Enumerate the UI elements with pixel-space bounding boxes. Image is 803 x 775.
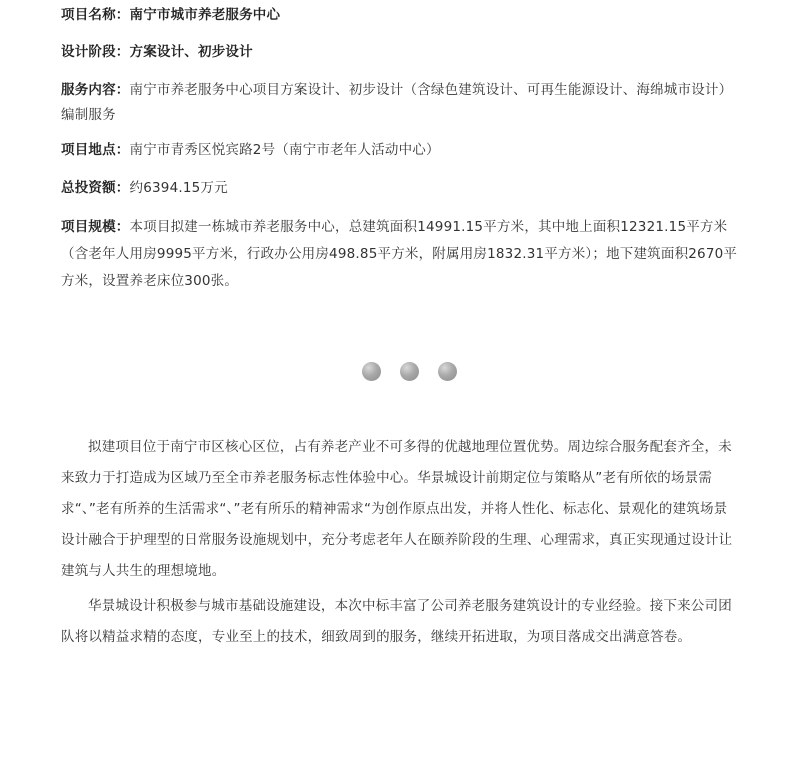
project-name-label: 项目名称： [61, 7, 130, 23]
section-divider [362, 362, 457, 382]
project-location-line [61, 138, 440, 163]
service-content-line [61, 78, 733, 128]
design-stage-value: 方案设计、初步设计 [129, 44, 253, 60]
total-investment-label: 总投资额： [61, 180, 130, 196]
project-location-label: 项目地点： [61, 142, 130, 158]
divider-dot-icon [438, 362, 457, 381]
body-paragraph-location: 拟建项目位于南宁市区核心区位，占有养老产业不可多得的优越地理位置优势。周边综合服务配套齐全，未来致力于打造成为区域乃至全市养老服务标志性体验中心。华景城设计前期定位与策略从”老有所依的场景需求“、”老有所养的生活需求“、”老有所乐的精神需求“为创作原点出发，并将人性化、标志化、景观化的建筑场景设计融合于护理型的日常服务设施规划中，充分考虑老年人在颐养阶段的生理、心理需求，真正实现通过设计让建筑与人共生的理想境地。 [61, 439, 733, 579]
project-name-value: 南宁市城市养老服务中心 [129, 7, 281, 23]
service-content-label: 服务内容： [61, 82, 130, 98]
total-investment-value: 约6394.15万元 [129, 180, 228, 196]
divider-dot-icon [362, 362, 381, 381]
project-name-line [61, 3, 280, 28]
project-location-value: 南宁市青秀区悦宾路2号（南宁市老年人活动中心） [129, 142, 440, 158]
total-investment-line [61, 176, 228, 201]
project-scale-line [61, 214, 739, 295]
body-paragraph-company: 华景城设计积极参与城市基础设施建设，本次中标丰富了公司养老服务建筑设计的专业经验。接下来公司团队将以精益求精的态度，专业至上的技术，细致周到的服务，继续开拓进取，为项目落成交出满意答卷。 [61, 598, 732, 645]
design-stage-line [61, 40, 253, 65]
project-scale-label: 项目规模： [61, 219, 130, 235]
service-content-value: 南宁市养老服务中心项目方案设计、初步设计（含绿色建筑设计、可再生能源设计、海绵城市设计）编制服务 [61, 82, 733, 123]
project-scale-value: 本项目拟建一栋城市养老服务中心，总建筑面积14991.15平方米，其中地上面积12321.15平方米（含老年人用房9995平方米，行政办公用房498.85平方米，附属用房1832.31平方米）；地下建筑面积2670平方米，设置养老床位300张。 [61, 219, 738, 289]
design-stage-label: 设计阶段： [61, 44, 130, 60]
divider-dot-icon [400, 362, 419, 381]
